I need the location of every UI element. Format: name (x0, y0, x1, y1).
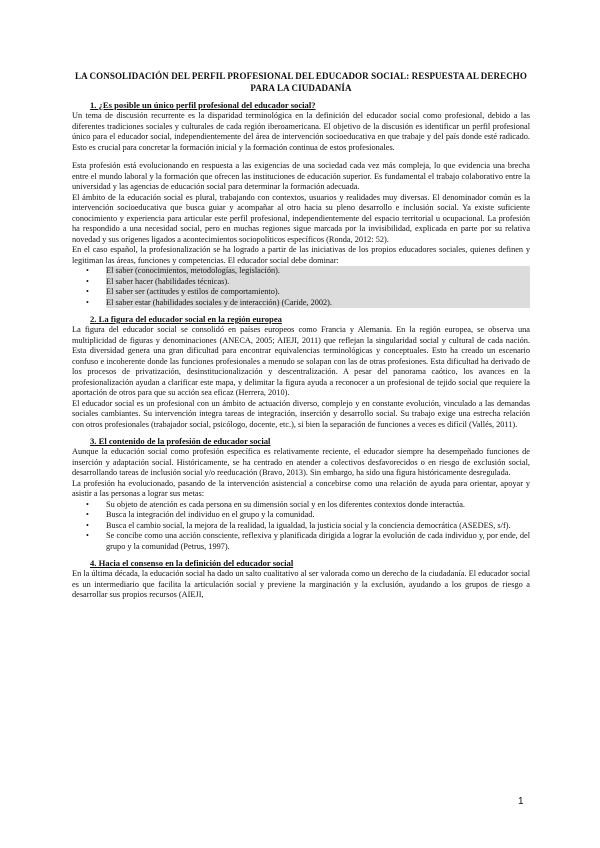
document-page (72, 70, 530, 601)
list-item: • Se concibe como una acción consciente, reflexiva y planificada dirigida a lograr la evolución de cada individuo y, por ende, del grupo y la comunidad (Petrus, 1997). (106, 531, 530, 552)
section-3-heading: 3. El contenido de la profesión de educador social (90, 436, 271, 446)
list-item: • Busca el cambio social, la mejora de la realidad, la igualdad, la justicia social y la conciencia democrática (ASEDES, s/f). (106, 521, 530, 532)
list-item: • Busca la integración del individuo en el grupo y la comunidad. (106, 510, 530, 521)
saber-list (72, 266, 530, 308)
page-number: 1 (518, 796, 524, 807)
section-3-paragraph-2: La profesión ha evolucionado, pasando de la intervención asistencial a concebirse como una relación de ayuda para orientar, apoyar y asistir a las personas a lograr sus metas: (72, 478, 530, 498)
section-4-heading: 4. Hacia el consenso en la definición del educador social (90, 558, 294, 568)
profession-list (72, 500, 530, 553)
section-1-paragraph-3: El ámbito de la educación social es plural, trabajando con contextos, usuarios y realidades muy diversas. El denominador común es la intervención socioeducativa que busca guiar y acompañar al otro hacia su pleno desarrollo e inclusión social. Ya existe suficiente conocimiento y experiencia para articular este perfil profesional, independientemente del espacio territorial u ocupacional. La profesión ha respondido a una necesidad social, pero en muchas regiones sigue marcada por la invisibilidad, explicada en parte por su relativa novedad y sus orígenes ligados a acontecimientos sociopolíticos específicos (Ronda, 2012: 52). (72, 192, 530, 244)
section-2-paragraph-1: La figura del educador social se consolidó en países europeos como Francia y Alemania. En la región europea, se observa una multiplicidad de figuras y denominaciones (ANECA, 2005; AIEJI, 2011) que reflejan la singularidad social y cultural de cada nación. Esta diversidad genera una gran dificultad para encontrar equivalencias terminológicas y conceptuales. Esto ha creado un escenario confuso e incoherente donde las funciones profesionales a menudo se solapan con las de otras profesiones. Esta dificultad ha derivado de los procesos de privatización, desinstitucionalización y descentralización. A pesar del panorama caótico, los avances en la profesionalización ayudan a clarificar este mapa, y delimitar la figura ayuda a reconocer a un profesional de tejido social que requiere la aportación de otros para que su acción sea eficaz (Herrera, 2010). (72, 325, 530, 397)
list-item: • Su objeto de atención es cada persona en su dimensión social y en los diferentes contextos donde interactúa. (106, 500, 530, 511)
document-title: LA CONSOLIDACIÓN DEL PERFIL PROFESIONAL DEL EDUCADOR SOCIAL: RESPUESTA AL DERECHO PARA LA CIUDADANÍA (74, 71, 528, 93)
section-2-heading: 2. La figura del educador social en la región europea (90, 314, 282, 324)
section-4-paragraph-1: En la última década, la educación social ha dado un salto cualitativo al ser valorada como un derecho de la ciudadanía. El educador social es un intermediario que facilita la articulación social y previene la marginación y la exclusión, ayudando a los grupos de riesgo a desarrollar sus propios recursos (AIEJI, (72, 569, 530, 599)
section-1-paragraph-4: En el caso español, la profesionalización se ha logrado a partir de las iniciativas de los propios educadores sociales, quienes definen y legitiman las áreas, funciones y competencias. El educador social debe dominar: (72, 245, 530, 265)
list-item: • El saber hacer (habilidades técnicas). (106, 277, 530, 288)
list-item: • El saber (conocimientos, metodologías, legislación). (106, 266, 530, 277)
list-item: • El saber ser (actitudes y estilos de comportamiento). (106, 287, 530, 298)
section-2-paragraph-2: El educador social es un profesional con un ámbito de actuación diverso, complejo y en constante evolución, vinculado a las demandas sociales cambiantes. Su intervención integra tareas de integración, inserción y desarrollo social. Su trabajo exige una estrecha relación con otros profesionales (trabajador social, psicólogo, docente, etc.), si bien la separación de funciones a veces es difícil (Vallés, 2011). (72, 398, 530, 429)
list-item: • El saber estar (habilidades sociales y de interacción) (Caride, 2002). (106, 298, 530, 309)
section-1-paragraph-2: Esta profesión está evolucionando en respuesta a las exigencias de una sociedad cada vez más compleja, lo que evidencia una brecha entre el mundo laboral y la formación que ofrecen las instituciones de educación superior. Es fundamental el trabajo colaborativo entre la universidad y las agencias de educación social para determinar la formación adecuada. (72, 161, 530, 191)
section-1-heading: 1. ¿Es posible un único perfil profesional del educador social? (90, 100, 316, 110)
section-1-paragraph-1: Un tema de discusión recurrente es la disparidad terminológica en la definición del educador social como profesional, debido a las diferentes tradiciones sociales y culturales de cada región iberoamericana. El objetivo de la discusión es identificar un perfil profesional único para el educador social, independientemente del área de intervención socioeducativa en que trabaje y del país donde esté radicado. Esto es crucial para concretar la formación inicial y la formación continua de estos profesionales. (72, 111, 530, 152)
section-3-paragraph-1: Aunque la educación social como profesión específica es relativamente reciente, el educador siempre ha desempeñado funciones de inserción y adaptación social. Históricamente, se ha centrado en atender a colectivos desfavorecidos o en riesgo de exclusión social, desarrollando tareas de inclusión social y/o reeducación (Bravo, 2013). Sin embargo, ha sido una figura históricamente desregulada. (72, 447, 530, 477)
